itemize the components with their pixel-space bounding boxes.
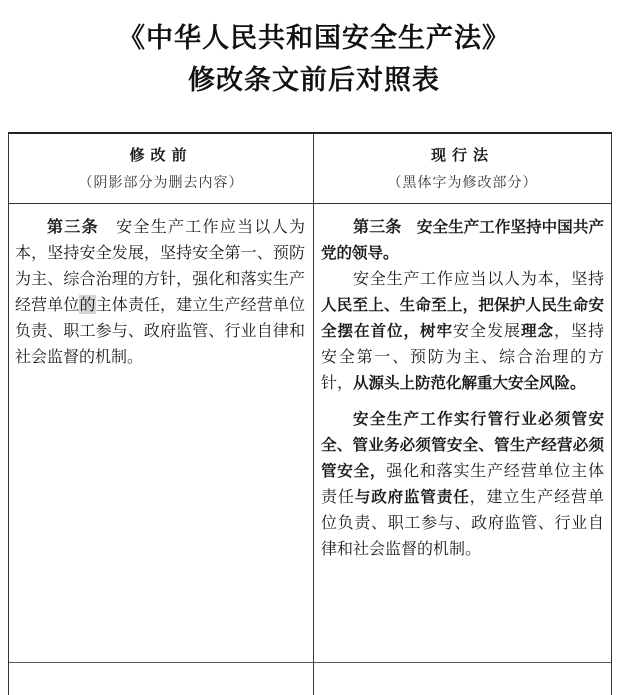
current-p3-text2: ，建立生产经营单位负责、职工参与、政府监管、行业自律和社会监督的机制。 (321, 487, 604, 558)
current-p3-bold2: 与政府监管责任 (354, 488, 470, 506)
current-paragraph-1 (321, 214, 604, 266)
current-article-number: 第三条 (353, 217, 402, 236)
current-p2-bold3: 从源头上防范化解重大安全风险。 (353, 374, 586, 392)
current-p2-text3: ，坚持安全第一、预防为主、综合治理的方针， (321, 321, 604, 392)
header-before-label: 修改前 (129, 146, 193, 164)
current-p2-text1: 安全生产工作应当以人为本，坚持 (353, 269, 604, 288)
header-before (9, 144, 313, 192)
comparison-table (8, 132, 612, 695)
column-divider (313, 134, 314, 695)
before-deleted-char: 的 (79, 295, 96, 314)
before-text-part1: 安全生产工作应当以人为本，坚持安全发展，坚持安全第一、预防为主、综合治理的方针，强化和落实生产经营单位 (15, 217, 305, 314)
header-before-note: （阴影部分为删去内容） (78, 175, 244, 191)
current-p2-bold2: 理念 (520, 322, 554, 340)
before-article-number: 第三条 (47, 217, 99, 236)
header-current-note: （黑体字为修改部分） (387, 175, 538, 191)
document-title-line2: 修改条文前后对照表 (188, 65, 440, 96)
current-p2-text2: 安全发展 (452, 321, 521, 340)
current-p3-bold1: 安全生产工作实行管行业必须管安全、管业务必须管安全、管生产经营必须管安全， (321, 410, 604, 480)
cell-current-text (321, 214, 604, 562)
cell-before-text (15, 214, 305, 370)
before-paragraph (15, 214, 305, 370)
current-paragraph-2 (321, 266, 604, 396)
header-current (314, 144, 611, 192)
header-current-label: 现行法 (430, 146, 494, 164)
current-paragraph-3 (321, 406, 604, 562)
current-p2-bold1: 人民至上、生命至上，把保护人民生命安全摆在首位，树牢 (321, 296, 604, 340)
document-title-line1: 《中华人民共和国安全生产法》 (118, 23, 510, 54)
table-bottom-rule (9, 662, 611, 663)
current-p1-bold: 安全生产工作坚持中国共产党的领导。 (321, 218, 604, 262)
before-text-part2: 主体责任，建立生产经营单位负责、职工参与、政府监管、行业自律和社会监督的机制。 (15, 295, 305, 366)
header-divider (9, 203, 611, 204)
current-p3-text1: 强化和落实生产经营单位主体责任 (321, 461, 604, 506)
